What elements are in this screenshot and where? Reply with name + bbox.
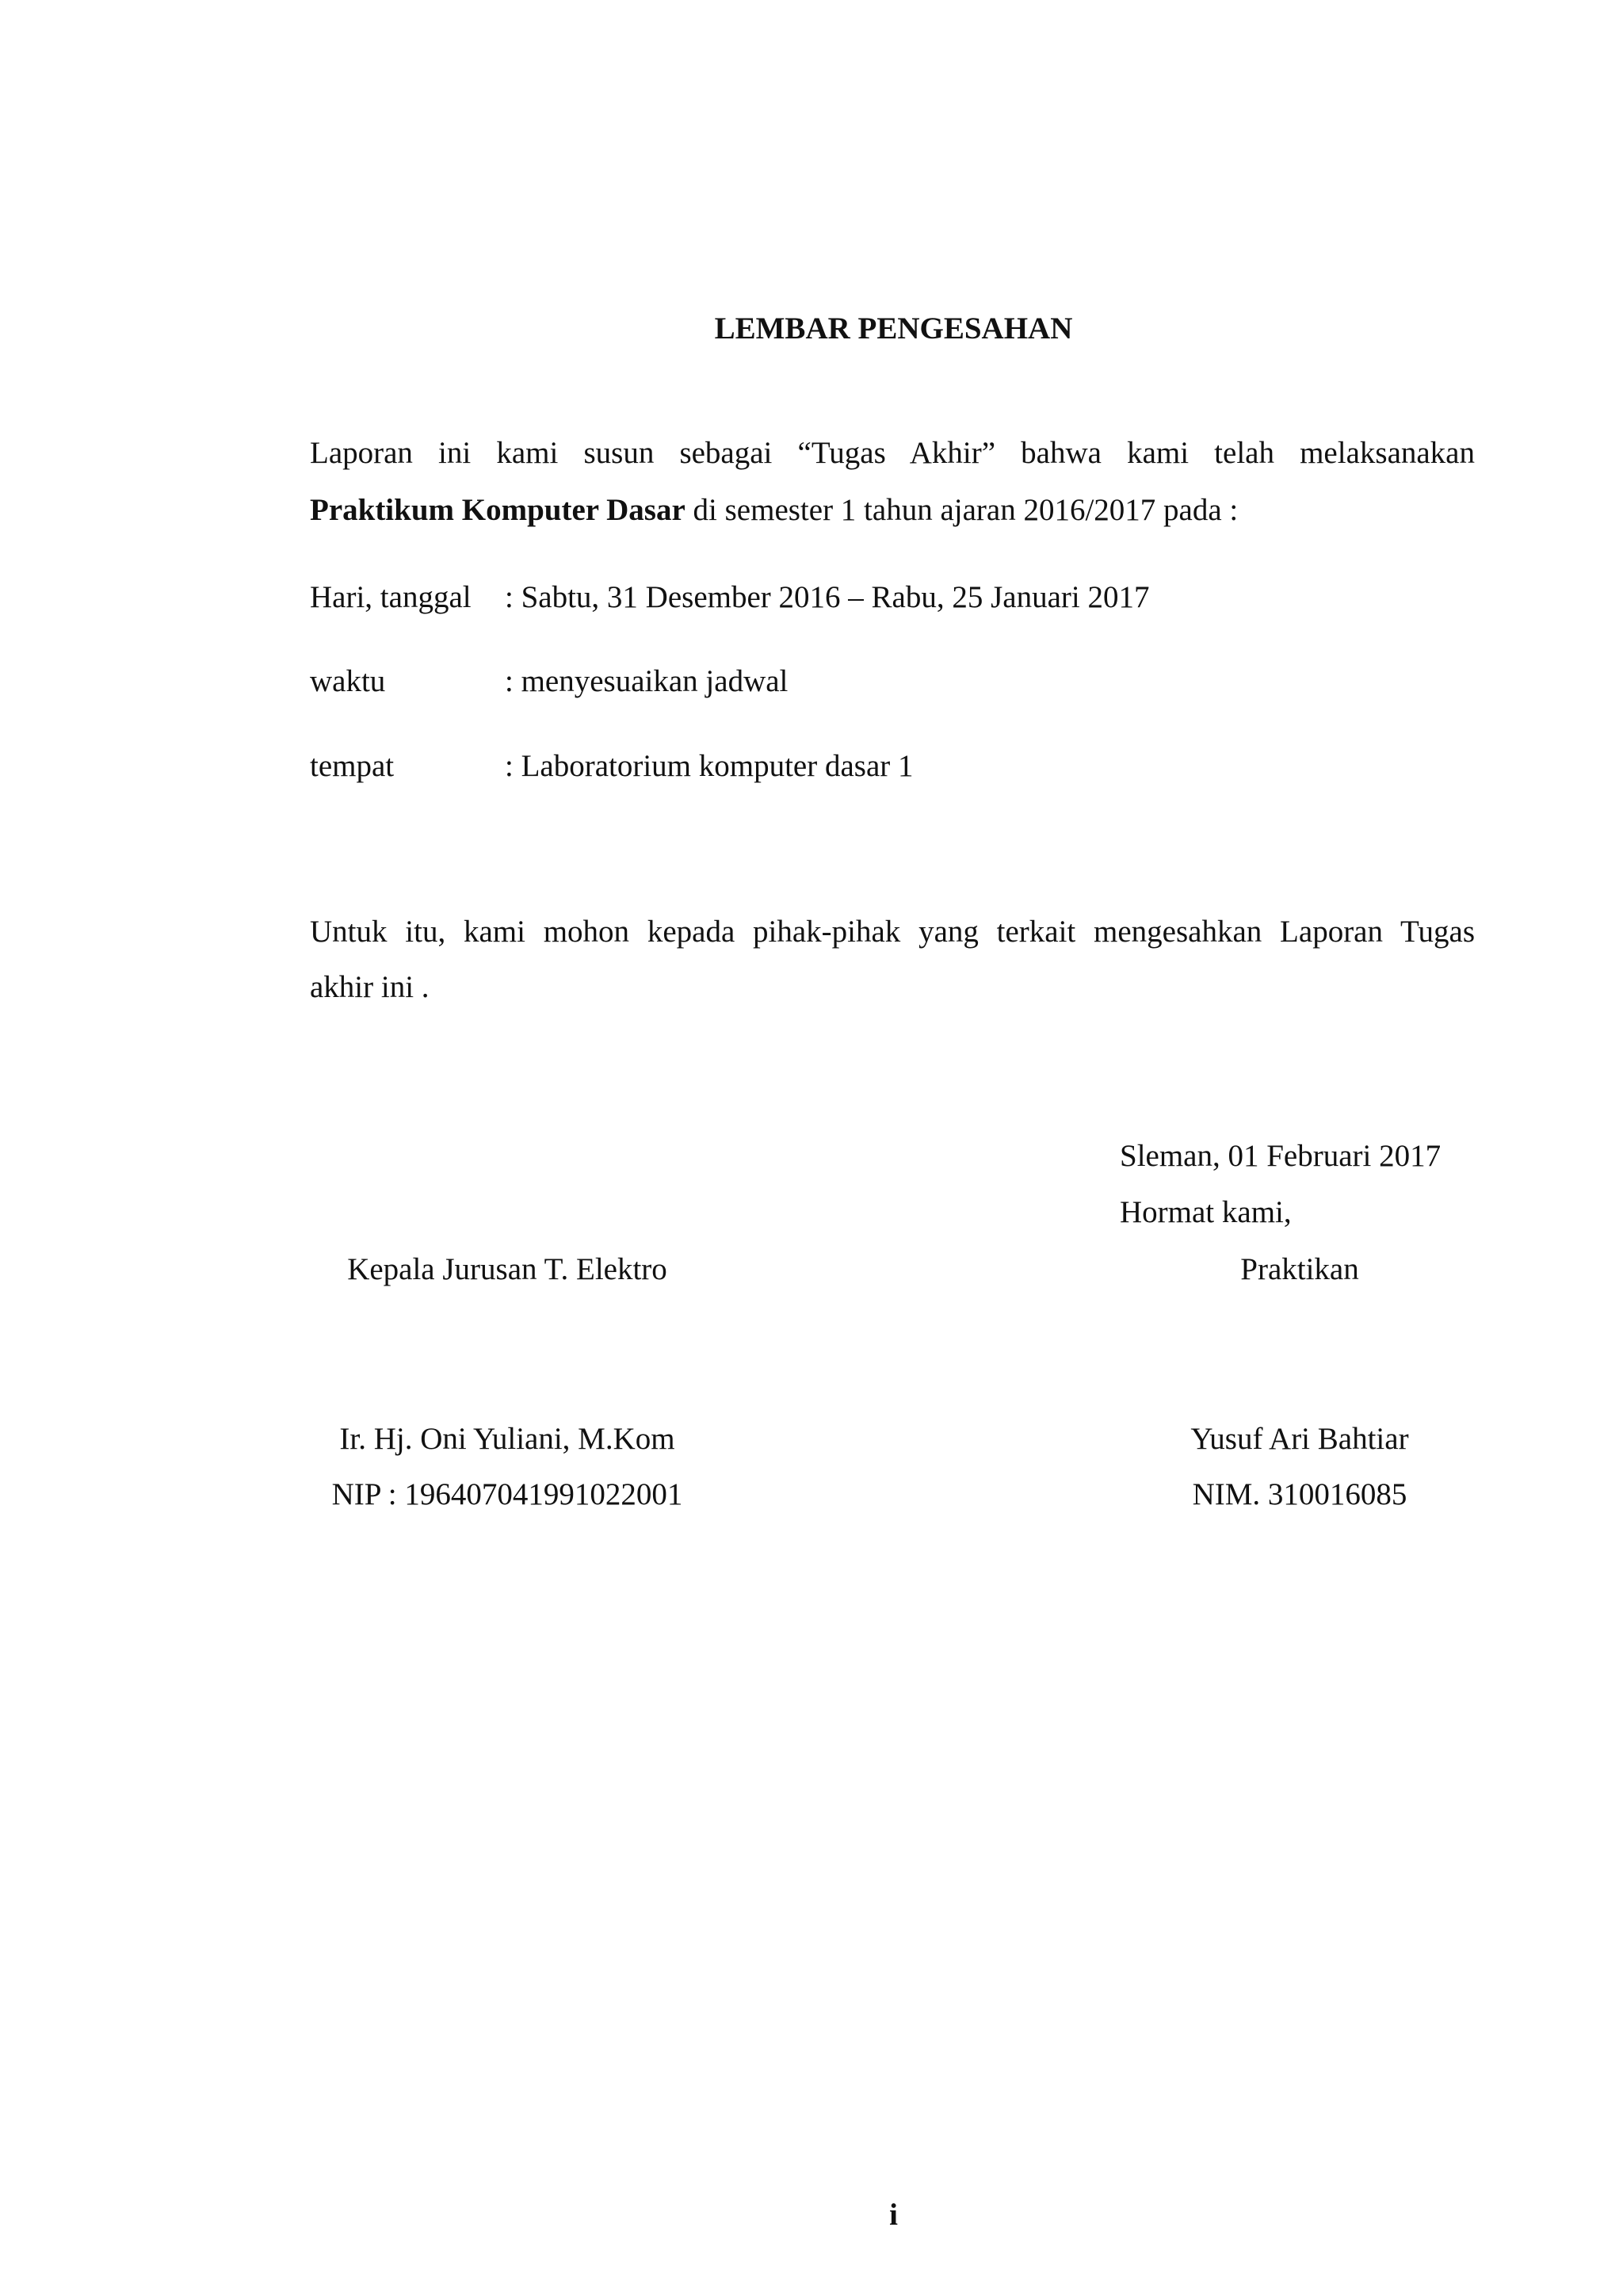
detail-label: tempat <box>310 749 395 783</box>
detail-label: Hari, tanggal <box>310 580 472 614</box>
right-signatory-id: NIM. 310016085 <box>1192 1477 1407 1511</box>
page-title: LEMBAR PENGESAHAN <box>714 311 1073 346</box>
page-number: i <box>889 2198 898 2232</box>
detail-value: : Sabtu, 31 Desember 2016 – Rabu, 25 Januari 2017 <box>505 580 1150 614</box>
place-date: Sleman, 01 Februari 2017 <box>1120 1139 1442 1173</box>
detail-label: waktu <box>310 664 386 698</box>
left-signatory-id: NIP : 196407041991022001 <box>331 1477 683 1511</box>
left-signatory-role: Kepala Jurusan T. Elektro <box>347 1252 667 1286</box>
course-name: Praktikum Komputer Dasar <box>310 493 685 527</box>
right-signatory-name: Yusuf Ari Bahtiar <box>1190 1422 1409 1456</box>
right-signatory-role: Praktikan <box>1240 1252 1359 1286</box>
intro-line-1: Laporan ini kami susun sebagai “Tugas Akhir” bahwa kami telah melaksanakan <box>310 436 1475 470</box>
detail-value: : menyesuaikan jadwal <box>505 664 789 698</box>
intro-line-2 <box>310 491 1475 529</box>
detail-value: : Laboratorium komputer dasar 1 <box>505 749 914 783</box>
intro-line-2-rest: di semester 1 tahun ajaran 2016/2017 pada : <box>685 493 1239 527</box>
regards: Hormat kami, <box>1120 1195 1292 1229</box>
closing-line-1: Untuk itu, kami mohon kepada pihak-pihak yang terkait mengesahkan Laporan Tugas <box>310 915 1475 949</box>
closing-line-2: akhir ini . <box>310 970 430 1004</box>
left-signatory-name: Ir. Hj. Oni Yuliani, M.Kom <box>339 1422 675 1456</box>
